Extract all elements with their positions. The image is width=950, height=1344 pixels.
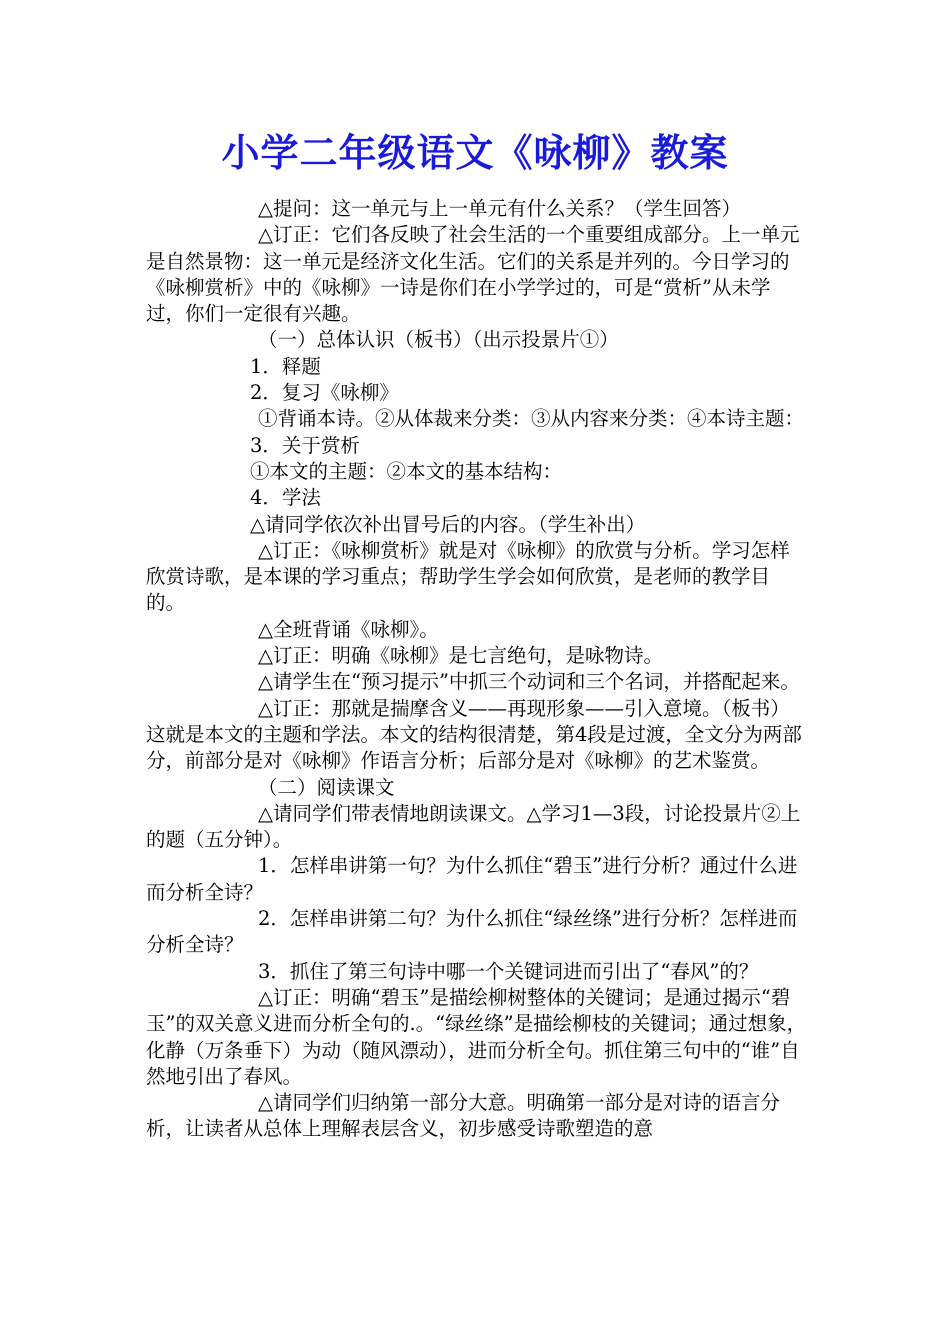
section-heading: （一）总体认识（板书）（出示投景片①） (258, 328, 619, 352)
paragraph: △订正：明确《咏柳》是七言绝句，是咏物诗。 (258, 644, 663, 668)
list-item: 3．关于赏析 (250, 433, 360, 457)
paragraph: △全班背诵《咏柳》。 (258, 617, 439, 641)
list-item: 1．释题 (250, 354, 321, 378)
paragraph: △请同学们带表情地朗读课文。△学习1—3段，讨论投景片②上的题（五分钟）。 (146, 801, 801, 852)
paragraph: △请同学们归纳第一部分大意。明确第一部分是对诗的语言分析，让读者从总体上理解表层含义，初步感受诗歌塑造的意 (146, 1091, 780, 1141)
paragraph: △请同学依次补出冒号后的内容。（学生补出） (250, 512, 646, 536)
list-item: 2．复习《咏柳》 (250, 381, 399, 405)
paragraph: ①背诵本诗。②从体裁来分类：③从内容来分类：④本诗主题： (258, 407, 805, 431)
list-item: 3．抓住了第三句诗中哪一个关键词进而引出了“春风”的？ (258, 959, 759, 983)
paragraph: △订正：它们各反映了社会生活的一个重要组成部分。上一单元是自然景物：这一单元是经济文化生活。它们的关系是并列的。今日学习的《咏柳赏析》中的《咏柳》一诗是你们在小学学过的，可是“赏析”从未学过，你们一定很有兴趣。 (146, 223, 800, 326)
paragraph: ①本文的主题：②本文的基本结构： (250, 459, 563, 483)
list-item: 2．怎样串讲第二句？为什么抓住“绿丝绦”进行分析？怎样进而分析全诗？ (146, 907, 798, 957)
document-title: 小学二年级语文《咏柳》教案 (221, 131, 729, 175)
paragraph: △订正：那就是揣摩含义——再现形象——引入意境。（板书）这就是本文的主题和学法。本文的结构很清楚，第4段是过渡，全文分为两部分，前部分是对《咏柳》作语言分析；后部分是对《咏柳》的艺术鉴赏。 (146, 696, 802, 773)
list-item: 4．学法 (250, 486, 321, 510)
paragraph: △订正：《咏柳赏析》就是对《咏柳》的欣赏与分析。学习怎样欣赏诗歌，是本课的学习重点；帮助学生学会如何欣赏，是老师的教学目的。 (146, 538, 790, 615)
document-body (146, 196, 808, 1143)
paragraph: △请学生在“预习提示”中抓三个动词和三个名词，并搭配起来。 (258, 670, 800, 694)
list-item: 1．怎样串讲第一句？为什么抓住“碧玉”进行分析？通过什么进而分析全诗？ (146, 854, 798, 904)
paragraph: △提问：这一单元与上一单元有什么关系？（学生回答） (258, 197, 741, 220)
section-heading: （二）阅读课文 (258, 775, 395, 799)
paragraph: △订正：明确“碧玉”是描绘柳树整体的关键词；是通过揭示“碧玉”的双关意义进而分析全句的.。“绿丝绦”是描绘柳枝的关键词；通过想象，化静（万条垂下）为动（随风漂动），进而分析全句。抓住第三句中的“谁”自然地引出了春风。 (146, 985, 807, 1088)
